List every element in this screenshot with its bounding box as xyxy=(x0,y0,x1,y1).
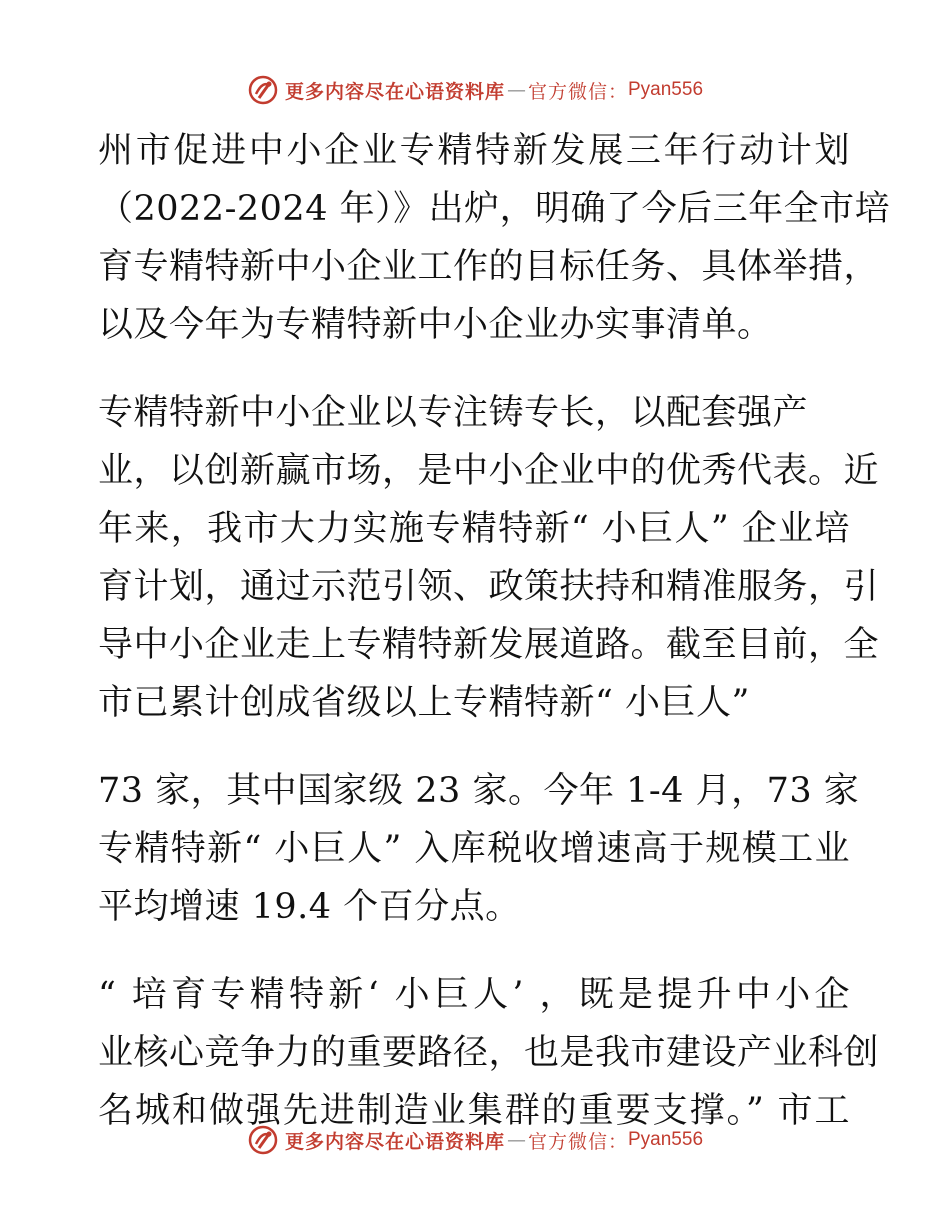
text-line: 年来，我市大力实施专精特新“ 小巨人” 企业培 xyxy=(98,509,850,549)
text-line: 以及今年为专精特新中小企业办实事清单。 xyxy=(98,305,773,345)
logo-icon xyxy=(247,74,279,106)
text-line: 专精特新“ 小巨人” 入库税收增速高于规模工业 xyxy=(98,829,850,869)
text-line: 业，以创新赢市场，是中小企业中的优秀代表。近 xyxy=(98,451,880,491)
text-line: 专精特新中小企业以专注铸专长，以配套强产 xyxy=(98,393,809,433)
watermark-wechat-label: 官方微信： xyxy=(527,80,628,103)
text-line: 名城和做强先进制造业集群的重要支撑。” 市工 xyxy=(98,1091,850,1131)
watermark-text: 更多内容尽在心语资料库 xyxy=(284,1130,505,1153)
text-line: 73 家，其中国家级 23 家。今年 1-4 月，73 家 xyxy=(98,771,860,811)
text-line: 平均增速 19.4 个百分点。 xyxy=(98,887,521,927)
watermark-footer xyxy=(0,1120,950,1160)
document-body xyxy=(98,122,891,1140)
text-line: 业核心竞争力的重要路径，也是我市建设产业科创 xyxy=(98,1033,880,1073)
logo-icon xyxy=(247,1124,279,1156)
paragraph xyxy=(98,762,860,936)
watermark-separator: — xyxy=(506,79,526,101)
paragraph xyxy=(98,384,880,732)
paragraph xyxy=(98,122,891,354)
watermark-wechat-id: Pyan556 xyxy=(628,79,704,100)
watermark-header xyxy=(0,70,950,110)
text-line: “ 培育专精特新‘ 小巨人’ ，既是提升中小企 xyxy=(98,975,850,1015)
text-line: 育专精特新中小企业工作的目标任务、具体举措， xyxy=(98,247,880,287)
text-line: 育计划，通过示范引领、政策扶持和精准服务，引 xyxy=(98,567,880,607)
text-line: 市已累计创成省级以上专精特新“ 小巨人” xyxy=(98,683,750,723)
text-line: 州市促进中小企业专精特新发展三年行动计划 xyxy=(98,131,850,171)
paragraph xyxy=(98,966,880,1140)
watermark-wechat-label: 官方微信： xyxy=(527,1130,628,1153)
watermark-separator: — xyxy=(506,1129,526,1151)
watermark-text: 更多内容尽在心语资料库 xyxy=(284,80,505,103)
text-line: （2022-2024 年）》出炉，明确了今后三年全市培 xyxy=(98,189,891,229)
text-line: 导中小企业走上专精特新发展道路。截至目前，全 xyxy=(98,625,880,665)
watermark-wechat-id: Pyan556 xyxy=(628,1129,704,1150)
